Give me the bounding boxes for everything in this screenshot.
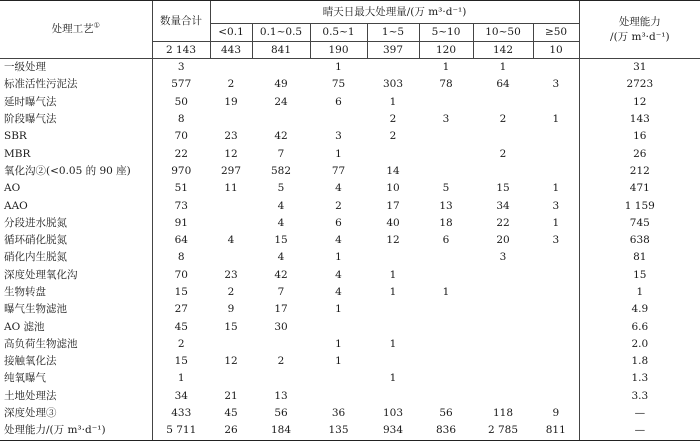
capacity-cell: 1.3 bbox=[579, 370, 700, 387]
table-row bbox=[0, 128, 700, 145]
table-row bbox=[0, 59, 700, 77]
value-cell: 70 bbox=[152, 128, 210, 145]
total-cell: 397 bbox=[367, 42, 419, 59]
capacity-cell: — bbox=[579, 405, 700, 422]
value-cell: 2 785 bbox=[473, 422, 533, 440]
value-cell: 433 bbox=[152, 405, 210, 422]
table-row bbox=[0, 267, 700, 284]
value-cell: 22 bbox=[152, 145, 210, 162]
value-cell: 15 bbox=[152, 284, 210, 301]
value-cell: 1 bbox=[389, 95, 397, 108]
capacity-cell: 2723 bbox=[579, 76, 700, 93]
value-cell bbox=[533, 145, 579, 162]
value-cell: 2 bbox=[499, 147, 507, 160]
value-cell: 19 bbox=[224, 95, 238, 108]
value-cell: 9 bbox=[227, 303, 235, 316]
table-row bbox=[0, 284, 700, 301]
value-cell: 23 bbox=[224, 268, 238, 281]
process-name: 循环硝化脱氮 bbox=[4, 234, 67, 247]
value-cell: 4 bbox=[227, 234, 235, 247]
process-name: 标准活性污泥法 bbox=[4, 78, 78, 91]
range-header: ≥50 bbox=[533, 24, 579, 42]
value-cell bbox=[533, 163, 579, 180]
value-cell: 118 bbox=[492, 407, 514, 420]
value-cell: 5 711 bbox=[152, 422, 210, 440]
process-name: 高负荷生物滤池 bbox=[4, 337, 78, 350]
value-cell: 73 bbox=[152, 197, 210, 214]
range-header: 10~50 bbox=[473, 24, 533, 42]
value-cell bbox=[419, 388, 473, 405]
value-cell: 970 bbox=[152, 163, 210, 180]
value-cell: 934 bbox=[367, 422, 419, 440]
value-cell bbox=[473, 94, 533, 111]
value-cell: 1 bbox=[335, 303, 342, 316]
value-cell bbox=[419, 336, 473, 353]
value-cell: 4 bbox=[277, 199, 285, 212]
value-cell: 20 bbox=[496, 234, 510, 247]
capacity-cell: 4.9 bbox=[579, 301, 700, 318]
value-cell: 582 bbox=[270, 164, 292, 177]
value-cell bbox=[367, 318, 419, 335]
capacity-cell: — bbox=[579, 422, 700, 440]
value-cell bbox=[252, 370, 310, 387]
value-cell: 811 bbox=[533, 422, 579, 440]
table-row bbox=[0, 422, 700, 440]
total-cell: 443 bbox=[210, 42, 252, 59]
table-row bbox=[0, 301, 700, 318]
value-cell bbox=[473, 353, 533, 370]
value-cell bbox=[473, 370, 533, 387]
value-cell bbox=[310, 388, 367, 405]
value-cell bbox=[473, 163, 533, 180]
value-cell: 1 bbox=[499, 61, 507, 74]
value-cell bbox=[210, 111, 252, 128]
value-cell: 3 bbox=[499, 251, 507, 264]
value-cell bbox=[419, 94, 473, 111]
value-cell: 6 bbox=[335, 95, 342, 108]
value-cell bbox=[210, 336, 252, 353]
capacity-cell: 81 bbox=[579, 249, 700, 266]
value-cell: 2 bbox=[152, 336, 210, 353]
table-row bbox=[0, 232, 700, 249]
value-cell bbox=[367, 59, 419, 77]
value-cell: 42 bbox=[274, 130, 288, 143]
table-body bbox=[0, 59, 700, 441]
value-cell: 17 bbox=[386, 199, 400, 212]
value-cell: 56 bbox=[274, 407, 288, 420]
value-cell: 13 bbox=[439, 199, 453, 212]
value-cell: 42 bbox=[274, 268, 288, 281]
value-cell bbox=[533, 301, 579, 318]
value-cell bbox=[533, 267, 579, 284]
value-cell: 30 bbox=[274, 320, 288, 333]
value-cell bbox=[533, 370, 579, 387]
value-cell: 27 bbox=[152, 301, 210, 318]
capacity-cell: 1 159 bbox=[579, 197, 700, 214]
total-cell: 2 143 bbox=[152, 42, 210, 59]
value-cell bbox=[210, 370, 252, 387]
total-cell: 841 bbox=[252, 42, 310, 59]
process-name: 氧化沟②(<0.05 的 90 座) bbox=[4, 164, 131, 177]
value-cell bbox=[473, 301, 533, 318]
range-header: 0.5~1 bbox=[310, 24, 367, 42]
value-cell bbox=[473, 318, 533, 335]
process-name: 硝化内生脱氮 bbox=[4, 251, 67, 264]
value-cell: 7 bbox=[277, 147, 285, 160]
capacity-cell: 6.6 bbox=[579, 318, 700, 335]
value-cell bbox=[252, 59, 310, 77]
table-row bbox=[0, 318, 700, 335]
value-cell bbox=[533, 59, 579, 77]
value-cell bbox=[419, 267, 473, 284]
process-name: 深度处理氧化沟 bbox=[4, 268, 78, 281]
value-cell: 4 bbox=[277, 251, 285, 264]
value-cell: 11 bbox=[224, 182, 238, 195]
value-cell: 184 bbox=[252, 422, 310, 440]
capacity-cell: 745 bbox=[579, 215, 700, 232]
value-cell bbox=[419, 318, 473, 335]
value-cell: 1 bbox=[552, 182, 560, 195]
value-cell: 78 bbox=[439, 78, 453, 91]
value-cell: 2 bbox=[277, 355, 285, 368]
process-name: 阶段曝气法 bbox=[4, 113, 57, 126]
value-cell: 5 bbox=[277, 182, 285, 195]
total-cell: 190 bbox=[310, 42, 367, 59]
value-cell bbox=[473, 284, 533, 301]
value-cell bbox=[533, 284, 579, 301]
value-cell: 836 bbox=[419, 422, 473, 440]
value-cell: 26 bbox=[210, 422, 252, 440]
value-cell bbox=[473, 128, 533, 145]
value-cell: 6 bbox=[442, 234, 450, 247]
value-cell: 1 bbox=[442, 286, 450, 298]
process-name: 生物转盘 bbox=[4, 286, 46, 298]
value-cell: 36 bbox=[331, 407, 346, 420]
value-cell: 3 bbox=[552, 78, 560, 91]
value-cell: 3 bbox=[442, 113, 450, 126]
capacity-cell: 16 bbox=[579, 128, 700, 145]
count-header: 数量合计 bbox=[152, 1, 210, 42]
table-row bbox=[0, 370, 700, 387]
value-cell: 4 bbox=[277, 216, 285, 229]
table-row bbox=[0, 353, 700, 370]
process-name: 接触氧化法 bbox=[4, 355, 57, 368]
value-cell bbox=[367, 301, 419, 318]
process-name: AO 滤池 bbox=[4, 320, 45, 333]
value-cell bbox=[252, 111, 310, 128]
value-cell: 1 bbox=[442, 61, 450, 74]
capacity-cell: 26 bbox=[579, 145, 700, 162]
value-cell bbox=[252, 336, 310, 353]
process-name: 土地处理法 bbox=[4, 389, 57, 402]
range-header: 1~5 bbox=[367, 24, 419, 42]
value-cell: 4 bbox=[335, 234, 342, 247]
value-cell bbox=[210, 215, 252, 232]
capacity-cell: 143 bbox=[579, 111, 700, 128]
value-cell: 577 bbox=[152, 76, 210, 93]
value-cell: 303 bbox=[382, 78, 404, 91]
value-cell bbox=[367, 388, 419, 405]
table-row bbox=[0, 388, 700, 405]
value-cell: 3 bbox=[152, 59, 210, 77]
value-cell: 91 bbox=[152, 215, 210, 232]
value-cell bbox=[310, 111, 367, 128]
value-cell bbox=[367, 353, 419, 370]
value-cell bbox=[419, 163, 473, 180]
table-row bbox=[0, 76, 700, 93]
process-name: 延时曝气法 bbox=[4, 95, 57, 108]
value-cell: 1 bbox=[389, 268, 397, 281]
value-cell: 21 bbox=[224, 389, 238, 402]
value-cell bbox=[419, 353, 473, 370]
value-cell: 13 bbox=[274, 389, 288, 402]
capacity-cell: 1.8 bbox=[579, 353, 700, 370]
capacity-cell: 638 bbox=[579, 232, 700, 249]
table-row bbox=[0, 111, 700, 128]
capacity-cell: 31 bbox=[579, 59, 700, 77]
value-cell: 15 bbox=[224, 320, 238, 333]
value-cell bbox=[367, 249, 419, 266]
value-cell: 2 bbox=[227, 286, 235, 298]
value-cell: 15 bbox=[496, 182, 510, 195]
value-cell: 1 bbox=[389, 286, 397, 298]
range-header: <0.1 bbox=[210, 24, 252, 42]
value-cell: 45 bbox=[152, 318, 210, 335]
process-name: AO bbox=[4, 182, 21, 195]
process-name: MBR bbox=[4, 147, 31, 160]
value-cell bbox=[419, 370, 473, 387]
value-cell: 3 bbox=[552, 199, 560, 212]
table-row bbox=[0, 163, 700, 180]
value-cell bbox=[210, 59, 252, 77]
value-cell bbox=[473, 267, 533, 284]
value-cell: 1 bbox=[552, 113, 560, 126]
value-cell: 64 bbox=[152, 232, 210, 249]
value-cell bbox=[419, 145, 473, 162]
process-name: 曝气生物滤池 bbox=[4, 303, 67, 316]
value-cell: 1 bbox=[335, 61, 342, 74]
total-cell: 10 bbox=[533, 42, 579, 59]
value-cell bbox=[533, 353, 579, 370]
value-cell: 51 bbox=[152, 180, 210, 197]
value-cell: 2 bbox=[389, 130, 397, 143]
process-name: 处理能力/(万 m³·d⁻¹) bbox=[0, 422, 152, 440]
capacity-cell: 2.0 bbox=[579, 336, 700, 353]
capacity-header: 处理能力 /(万 m³·d⁻¹) bbox=[579, 1, 700, 59]
value-cell: 56 bbox=[439, 407, 453, 420]
table-row bbox=[0, 145, 700, 162]
value-cell: 297 bbox=[220, 164, 242, 177]
range-header: 0.1~0.5 bbox=[252, 24, 310, 42]
capacity-cell: 15 bbox=[579, 267, 700, 284]
value-cell: 5 bbox=[442, 182, 450, 195]
value-cell: 4 bbox=[335, 286, 342, 298]
value-cell: 1 bbox=[335, 147, 342, 160]
value-cell: 64 bbox=[496, 78, 510, 91]
value-cell bbox=[533, 336, 579, 353]
value-cell: 1 bbox=[335, 251, 342, 264]
value-cell: 34 bbox=[496, 199, 510, 212]
process-note: ③ bbox=[46, 407, 57, 420]
value-cell: 40 bbox=[386, 216, 400, 229]
value-cell bbox=[210, 249, 252, 266]
capacity-cell: 1 bbox=[579, 284, 700, 301]
range-group-header: 晴天日最大处理量/(万 m³·d⁻¹) bbox=[210, 1, 579, 24]
value-cell: 18 bbox=[439, 216, 453, 229]
value-cell: 8 bbox=[152, 249, 210, 266]
value-cell bbox=[419, 301, 473, 318]
value-cell: 15 bbox=[152, 353, 210, 370]
value-cell: 15 bbox=[274, 234, 288, 247]
table-row bbox=[0, 197, 700, 214]
table-row bbox=[0, 249, 700, 266]
value-cell bbox=[310, 318, 367, 335]
value-cell bbox=[473, 336, 533, 353]
capacity-cell: 212 bbox=[579, 163, 700, 180]
value-cell: 1 bbox=[389, 337, 397, 350]
value-cell: 103 bbox=[382, 407, 404, 420]
capacity-cell: 12 bbox=[579, 94, 700, 111]
value-cell bbox=[419, 128, 473, 145]
capacity-cell: 471 bbox=[579, 180, 700, 197]
value-cell: 12 bbox=[224, 147, 238, 160]
value-cell: 45 bbox=[224, 407, 238, 420]
value-cell: 1 bbox=[335, 337, 342, 350]
value-cell: 3 bbox=[335, 130, 342, 143]
process-name: 一级处理 bbox=[4, 61, 46, 74]
value-cell bbox=[210, 197, 252, 214]
table-row bbox=[0, 180, 700, 197]
process-name: 深度处理③ bbox=[4, 407, 57, 420]
value-cell: 14 bbox=[386, 164, 400, 177]
process-name: 分段进水脱氮 bbox=[4, 216, 67, 229]
value-cell: 75 bbox=[331, 78, 346, 91]
value-cell: 24 bbox=[274, 95, 288, 108]
value-cell bbox=[533, 318, 579, 335]
value-cell: 10 bbox=[386, 182, 400, 195]
range-header: 5~10 bbox=[419, 24, 473, 42]
value-cell: 12 bbox=[224, 355, 238, 368]
value-cell: 2 bbox=[335, 199, 342, 212]
value-cell: 3 bbox=[552, 234, 560, 247]
value-cell bbox=[310, 370, 367, 387]
value-cell: 2 bbox=[227, 78, 235, 91]
value-cell: 34 bbox=[152, 388, 210, 405]
value-cell: 70 bbox=[152, 267, 210, 284]
total-cell: 142 bbox=[473, 42, 533, 59]
value-cell bbox=[419, 249, 473, 266]
table-row bbox=[0, 405, 700, 422]
table-row bbox=[0, 94, 700, 111]
value-cell: 2 bbox=[499, 113, 507, 126]
value-cell: 23 bbox=[224, 130, 238, 143]
process-name: SBR bbox=[4, 130, 27, 143]
capacity-cell: 3.3 bbox=[579, 388, 700, 405]
process-note: ②(<0.05 的 90 座) bbox=[35, 164, 131, 177]
value-cell: 77 bbox=[331, 164, 346, 177]
process-header: 处理工艺① bbox=[0, 1, 152, 59]
value-cell: 9 bbox=[552, 407, 560, 420]
value-cell: 17 bbox=[274, 303, 288, 316]
value-cell: 6 bbox=[335, 216, 342, 229]
value-cell bbox=[473, 388, 533, 405]
value-cell: 8 bbox=[152, 111, 210, 128]
value-cell: 4 bbox=[335, 182, 342, 195]
value-cell: 1 bbox=[152, 370, 210, 387]
value-cell: 50 bbox=[152, 94, 210, 111]
value-cell: 135 bbox=[310, 422, 367, 440]
table-row bbox=[0, 336, 700, 353]
table-row bbox=[0, 215, 700, 232]
value-cell bbox=[533, 128, 579, 145]
value-cell bbox=[367, 145, 419, 162]
value-cell bbox=[533, 249, 579, 266]
value-cell: 49 bbox=[274, 78, 288, 91]
value-cell: 1 bbox=[389, 372, 397, 385]
value-cell: 12 bbox=[386, 234, 400, 247]
process-name: AAO bbox=[4, 199, 28, 212]
value-cell: 1 bbox=[552, 216, 560, 229]
value-cell: 2 bbox=[389, 113, 397, 126]
value-cell bbox=[533, 388, 579, 405]
value-cell: 1 bbox=[335, 355, 342, 368]
total-cell: 120 bbox=[419, 42, 473, 59]
value-cell bbox=[533, 94, 579, 111]
value-cell: 7 bbox=[277, 286, 285, 298]
value-cell: 22 bbox=[496, 216, 510, 229]
value-cell: 4 bbox=[335, 268, 342, 281]
process-name: 纯氧曝气 bbox=[4, 372, 46, 385]
